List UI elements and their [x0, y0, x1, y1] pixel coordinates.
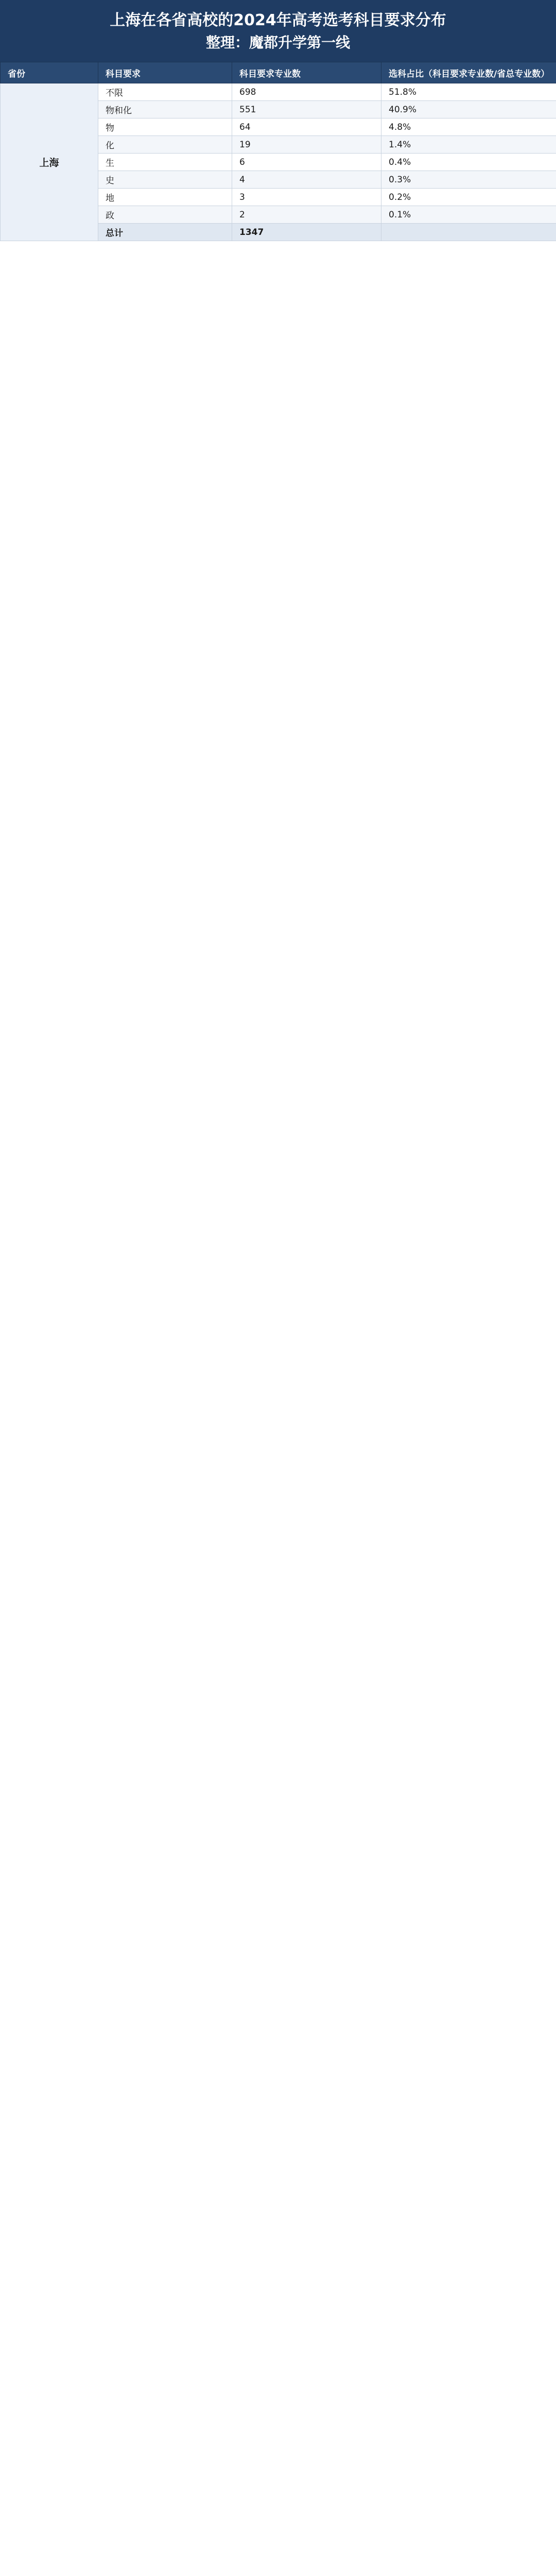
column-header-province: 省份 — [1, 62, 98, 83]
province-cell: 上海 — [1, 83, 98, 241]
pct-cell: 0.4% — [381, 154, 556, 171]
subject-cell: 物 — [98, 118, 232, 136]
page-header — [0, 0, 556, 62]
count-cell: 2 — [232, 206, 381, 224]
pct-cell: 1.4% — [381, 136, 556, 154]
pct-cell: 0.2% — [381, 189, 556, 206]
pct-cell: 0.3% — [381, 171, 556, 189]
count-cell: 698 — [232, 83, 381, 101]
count-cell: 4 — [232, 171, 381, 189]
subject-cell: 生 — [98, 154, 232, 171]
table-body — [1, 83, 556, 241]
subject-cell: 不限 — [98, 83, 232, 101]
total-empty — [381, 224, 556, 241]
subject-cell: 化 — [98, 136, 232, 154]
count-cell: 19 — [232, 136, 381, 154]
table-header-row — [1, 62, 556, 83]
pct-cell: 4.8% — [381, 118, 556, 136]
pct-cell: 0.1% — [381, 206, 556, 224]
subject-cell: 史 — [98, 171, 232, 189]
subject-cell: 政 — [98, 206, 232, 224]
subject-cell: 地 — [98, 189, 232, 206]
page-subtitle: 整理：魔都升学第一线 — [205, 34, 350, 51]
total-value: 1347 — [232, 224, 381, 241]
subject-cell: 物和化 — [98, 101, 232, 118]
page-title: 上海在各省高校的2024年高考选考科目要求分布 — [110, 11, 446, 29]
requirements-table — [0, 62, 556, 241]
count-cell: 6 — [232, 154, 381, 171]
pct-cell: 40.9% — [381, 101, 556, 118]
total-label: 总计 — [98, 224, 232, 241]
column-header-pct: 选科占比（科目要求专业数/省总专业数） — [381, 62, 556, 83]
table-row — [1, 83, 556, 101]
pct-cell: 51.8% — [381, 83, 556, 101]
count-cell: 3 — [232, 189, 381, 206]
column-header-subject: 科目要求 — [98, 62, 232, 83]
count-cell: 551 — [232, 101, 381, 118]
count-cell: 64 — [232, 118, 381, 136]
column-header-count: 科目要求专业数 — [232, 62, 381, 83]
